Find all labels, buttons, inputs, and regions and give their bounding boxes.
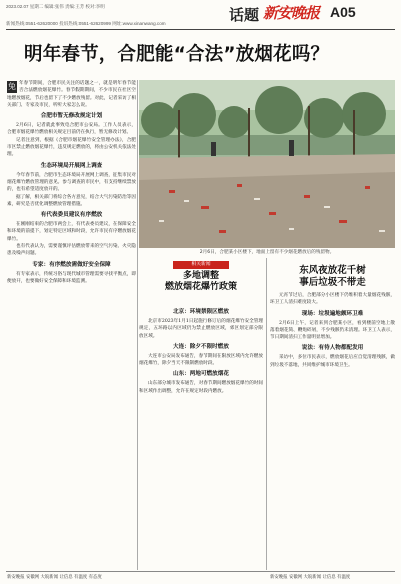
paragraph: 大连市公安局发布通告，春节期间在限放区域内允许燃放烟花爆竹，除夕当天不限制燃放时段。 <box>139 353 263 367</box>
related-section-title: 大连：除夕不限时燃放 <box>173 343 229 350</box>
paragraph: 据了解，相关部门将综合各方意见，结合大气污染防治等因素，研究是否优化调整燃放管理措施。 <box>7 194 136 207</box>
paragraph: 山东部分城市发布通告，对春节期间燃放烟花爆竹的时间和区域作出调整，允许在规定时段内燃放。 <box>139 381 263 394</box>
paragraph: 2月6日，记者就此事致电合肥市公安局。工作人员表示，合肥市烟花爆竹燃放相关规定目前仍在执行，暂无修改计划。 <box>7 123 136 136</box>
section-title-4: 专家：有序燃放需做好安全保障 <box>32 261 111 268</box>
right-column <box>270 292 395 570</box>
section-title-3: 有代表委员建议有序燃放 <box>40 212 103 219</box>
right-story-title <box>270 265 395 288</box>
section-title-1: 合肥市暂无修改规定计划 <box>40 113 103 120</box>
photo-caption: 2月6日，合肥某小区楼下，地面上留有不少烟花燃放后的残留物。 <box>199 250 335 255</box>
masthead <box>0 0 401 32</box>
masthead-rule <box>6 29 395 30</box>
middle-column <box>139 305 263 570</box>
paragraph: 采访中，多位市民表示，燃放烟花后应自觉清理残骸，做到垃圾不落地，共同维护城市环境卫生。 <box>270 355 395 368</box>
paragraph: 记者注意到，根据《合肥市烟花爆竹安全管理办法》，合肥市区禁止燃放烟花爆竹，违反规定燃放的，将由公安机关依法处理。 <box>7 137 136 158</box>
paragraph: 2月6日上午，记者来到合肥某小区，看到楼前空地上散落着烟花筒、鞭炮碎屑，不少残骸仍未清理。环卫工人表示，节日期间清扫工作量明显增加。 <box>270 320 395 341</box>
related-title-line2: 燃放烟花爆竹政策 <box>164 282 237 292</box>
lead-text: 年春节期间，合肥市民关注的话题之一，就是明年春节能否合法燃放烟花爆竹。春节假期期间，不少市民在社区空地燃放烟花，节后也留下了不少燃放残留。对此，记者采访了相关部门、专家及市民，听听大家怎么说。 <box>7 81 136 108</box>
newspaper-logo: 新安晚报 <box>263 4 320 22</box>
paragraph: 也有代表认为，需要谨慎评估燃放带来的空气污染、火灾隐患及噪声问题。 <box>7 244 136 257</box>
footer-rule <box>6 571 395 572</box>
right-section-title: 现场：垃圾遍地颇环卫难 <box>301 310 364 317</box>
date-line: 2023.02.07 星期二 编辑:张伟 责编:王芳 校对:李明 <box>6 4 105 9</box>
column-divider <box>137 80 138 570</box>
paragraph: 在刚刚结束的合肥市两会上，有代表委员建议，在保障安全和环境的前提下，划定特定区域和时段，允许市民有序燃放烟花爆竹。 <box>7 222 136 242</box>
right-section-title: 说法：有待人物都配发用 <box>301 345 364 352</box>
related-title-line1: 多地调整 <box>182 271 219 281</box>
lead-paragraph <box>7 80 136 109</box>
column-divider <box>266 258 267 570</box>
footer-right: 新安晚报 安徽网 大皖新闻 让信息 有温度 <box>270 575 351 580</box>
page-number: A05 <box>330 4 356 20</box>
paragraph: 今年春节前，合肥市生态环境局开展网上调查，征集市民对烟花爆竹燃放管理的意见。参与调查的市民中，有支持继续禁放的，也有希望适度放开的。 <box>7 172 136 193</box>
left-column <box>7 80 136 570</box>
paragraph: 有专家表示，传统习俗与现代城市管理需要寻找平衡点，即便放开，也要做好安全保障和环境监测。 <box>7 271 136 284</box>
related-section-title: 北京：环境禁限区燃放 <box>173 309 229 315</box>
dropcap: 兔 <box>8 82 16 91</box>
section-title-2: 生态环境局开展网上调查 <box>40 162 103 169</box>
related-title <box>139 271 263 293</box>
paragraph: 北京市2023年1月1日起施行修订后的烟花爆竹安全管理规定，五环路以内区域仍为禁止燃放区域，郊区划定部分限放区域。 <box>139 319 263 339</box>
right-title-line2: 事后垃圾不带走 <box>299 276 366 288</box>
info-line: 新闻热线:0551-62620000 投诉热线:0551-62620999 网址:www.xinanwang.com <box>6 21 166 26</box>
footer-left: 新安晚报 安徽网 大皖新闻 让信息 有温度 有态度 <box>7 575 102 580</box>
section-name: 话题 <box>229 6 260 24</box>
related-section-title: 山东：两地可燃放烟花 <box>173 371 229 378</box>
related-news-header <box>139 261 263 302</box>
photo-illustration <box>139 80 395 248</box>
news-photo <box>139 80 395 248</box>
related-tag: 相关新闻 <box>173 261 229 269</box>
page-headline: 明年春节，合肥能“合法”放烟花吗？ <box>24 44 330 65</box>
right-title-line1: 东风夜放花千树 <box>299 265 366 276</box>
paragraph: 元宵节过后，合肥部分小区楼下仍堆积着大量烟花残骸，环卫工人清扫难度较大。 <box>270 293 395 306</box>
